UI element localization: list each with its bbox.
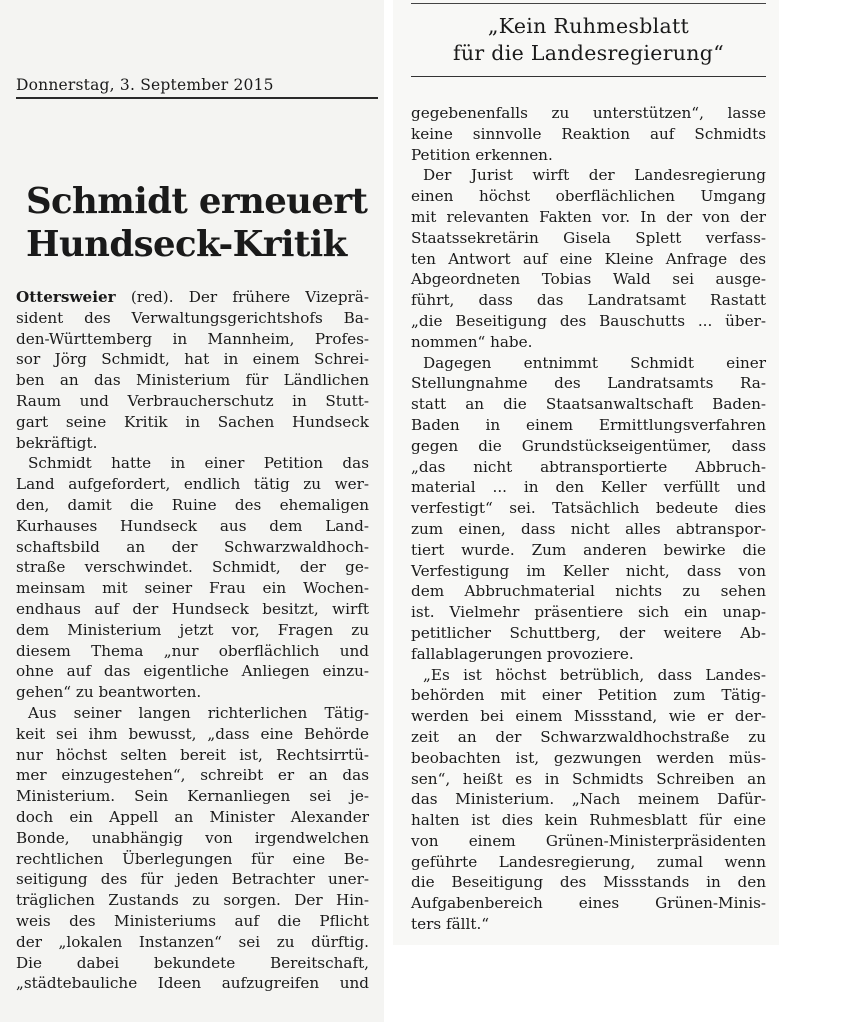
text-line: petitlicher Schuttberg, der weitere Ab- bbox=[411, 623, 766, 642]
text-line: seitigung des für jeden Betrachter uner- bbox=[16, 870, 369, 889]
text-line: weis des Ministeriums auf die Pflicht bbox=[16, 911, 369, 930]
text-line: Aufgabenbereich eines Grünen-Minis- bbox=[411, 894, 766, 913]
text-line: sident des Verwaltungsgerichtshofs Ba- bbox=[16, 308, 369, 327]
text-line: Der Jurist wirft der Landesregierung bbox=[423, 166, 766, 185]
text-line: „städtebauliche Ideen aufzugreifen und bbox=[16, 974, 369, 993]
text-line: doch ein Appell an Minister Alexander bbox=[16, 807, 369, 826]
text-line: werden bei einem Missstand, wie er der- bbox=[411, 707, 766, 726]
text-line: keine sinnvolle Reaktion auf Schmidts bbox=[411, 124, 766, 143]
text-line: von einem Grünen-Ministerpräsidenten bbox=[411, 831, 766, 850]
headline-line-1: Schmidt erneuert bbox=[26, 181, 368, 222]
text-line: Staatssekretärin Gisela Splett verfass- bbox=[411, 228, 766, 247]
text-line: ben an das Ministerium für Ländlichen bbox=[16, 371, 369, 390]
text-line: Ottersweier (red). Der frühere Vizeprä- bbox=[16, 288, 369, 306]
kicker-line-1: „Kein Ruhmesblatt bbox=[487, 14, 690, 38]
text-line: der „lokalen Instanzen“ sei zu dürftig. bbox=[16, 932, 369, 951]
text-line: führt, dass das Landratsamt Rastatt bbox=[411, 291, 766, 310]
text-line: beobachten ist, gezwungen werden müs- bbox=[411, 748, 766, 767]
text-line: verfestigt“ sei. Tatsächlich bedeute dies bbox=[411, 499, 766, 518]
text-line: Verfestigung im Keller nicht, dass von bbox=[411, 561, 766, 580]
article-headline bbox=[26, 180, 376, 266]
text-line: halten ist dies kein Ruhmesblatt für eine bbox=[411, 811, 766, 830]
text-line: träglichen Zustands zu sorgen. Der Hin- bbox=[16, 891, 369, 910]
text-line: Aus seiner langen richterlichen Tätig- bbox=[28, 703, 369, 722]
text-line: die Beseitigung des Missstands in den bbox=[411, 873, 766, 892]
text-line: Baden in einem Ermittlungsverfahren bbox=[411, 415, 766, 434]
article-body-right bbox=[411, 103, 766, 935]
kicker-line-2: für die Landesregierung“ bbox=[453, 41, 724, 65]
text-line: „Es ist höchst betrüblich, dass Landes- bbox=[423, 665, 766, 684]
text-line: diesem Thema „nur oberflächlich und bbox=[16, 641, 369, 660]
text-line: Schmidt hatte in einer Petition das bbox=[28, 454, 369, 473]
text-line: nur höchst selten bereit ist, Rechtsirrtü- bbox=[16, 745, 369, 764]
text-line: ohne auf das eigentliche Anliegen einzu- bbox=[16, 662, 369, 681]
text-line: zeit an der Schwarzwaldhochstraße zu bbox=[411, 727, 766, 746]
text-line: gart seine Kritik in Sachen Hundseck bbox=[16, 412, 369, 431]
text-line: dem Abbruchmaterial nichts zu sehen bbox=[411, 582, 766, 601]
text-line: straße verschwindet. Schmidt, der ge- bbox=[16, 558, 369, 577]
text-line: sor Jörg Schmidt, hat in einem Schrei- bbox=[16, 350, 369, 369]
article-body-left bbox=[16, 287, 369, 994]
text-line: gegebenenfalls zu unterstützen“, lasse bbox=[411, 104, 766, 122]
text-line: material ... in den Keller verfüllt und bbox=[411, 478, 766, 497]
text-line: Raum und Verbraucherschutz in Stutt- bbox=[16, 391, 369, 410]
text-line: keit sei ihm bewusst, „dass eine Behörde bbox=[16, 724, 369, 743]
text-line: fallablagerungen provoziere. bbox=[411, 644, 634, 663]
text-line: dem Ministerium jetzt vor, Fragen zu bbox=[16, 620, 369, 639]
article-kicker bbox=[411, 13, 766, 77]
text-line: Bonde, unabhängig von irgendwelchen bbox=[16, 828, 369, 847]
text-line: tiert wurde. Zum anderen bewirke die bbox=[411, 540, 766, 559]
text-line: ten Antwort auf eine Kleine Anfrage des bbox=[411, 249, 766, 268]
text-line: nommen“ habe. bbox=[411, 332, 533, 351]
text-line: Dagegen entnimmt Schmidt einer bbox=[423, 353, 766, 372]
text-line: das Ministerium. „Nach meinem Dafür- bbox=[411, 790, 766, 809]
text-line: Petition erkennen. bbox=[411, 145, 553, 164]
headline-line-2: Hundseck-Kritik bbox=[26, 224, 347, 265]
text-line: bekräftigt. bbox=[16, 433, 98, 452]
text-line: einen höchst oberflächlichen Umgang bbox=[411, 187, 766, 206]
text-line: schaftsbild an der Schwarzwaldhoch- bbox=[16, 537, 369, 556]
text-line: „die Beseitigung des Bauschutts ... über- bbox=[411, 311, 766, 330]
text-line: „das nicht abtransportierte Abbruch- bbox=[411, 457, 766, 476]
text-line: zum einen, dass nicht alles abtranspor- bbox=[411, 519, 766, 538]
dateline: Donnerstag, 3. September 2015 bbox=[16, 76, 378, 99]
text-line: ist. Vielmehr präsentiere sich ein unap- bbox=[411, 603, 766, 622]
text-line: den-Württemberg in Mannheim, Profes- bbox=[16, 329, 369, 348]
text-line: Land aufgefordert, endlich tätig zu wer- bbox=[16, 475, 369, 494]
text-line: Abgeordneten Tobias Wald sei ausge- bbox=[411, 270, 766, 289]
text-line: Die dabei bekundete Bereitschaft, bbox=[16, 953, 369, 972]
text-line: gehen“ zu beantworten. bbox=[16, 683, 202, 702]
text-line: mer einzugestehen“, schreibt er an das bbox=[16, 766, 369, 785]
text-line: sen“, heißt es in Schmidts Schreiben an bbox=[411, 769, 766, 788]
text-line: Ministerium. Sein Kernanliegen sei je- bbox=[16, 787, 369, 806]
location-lead: Ottersweier bbox=[16, 288, 116, 306]
text-line: statt an die Staatsanwaltschaft Baden- bbox=[411, 395, 766, 414]
text-line: geführte Landesregierung, zumal wenn bbox=[411, 852, 766, 871]
text-line: rechtlichen Überlegungen für eine Be- bbox=[16, 849, 369, 868]
text-line: behörden mit einer Petition zum Tätig- bbox=[411, 686, 766, 705]
text-line: meinsam mit seiner Frau ein Wochen- bbox=[16, 579, 369, 598]
text-line: Stellungnahme des Landratsamts Ra- bbox=[411, 374, 766, 393]
text-line: ters fällt.“ bbox=[411, 915, 490, 934]
text-line: mit relevanten Fakten vor. In der von der bbox=[411, 207, 766, 226]
top-rule bbox=[411, 3, 766, 4]
text-line: gegen die Grundstückseigentümer, dass bbox=[411, 436, 766, 455]
text-line: Kurhauses Hundseck aus dem Land- bbox=[16, 516, 369, 535]
text-line: den, damit die Ruine des ehemaligen bbox=[16, 495, 369, 514]
text-line: endhaus auf der Hundseck besitzt, wirft bbox=[16, 599, 369, 618]
